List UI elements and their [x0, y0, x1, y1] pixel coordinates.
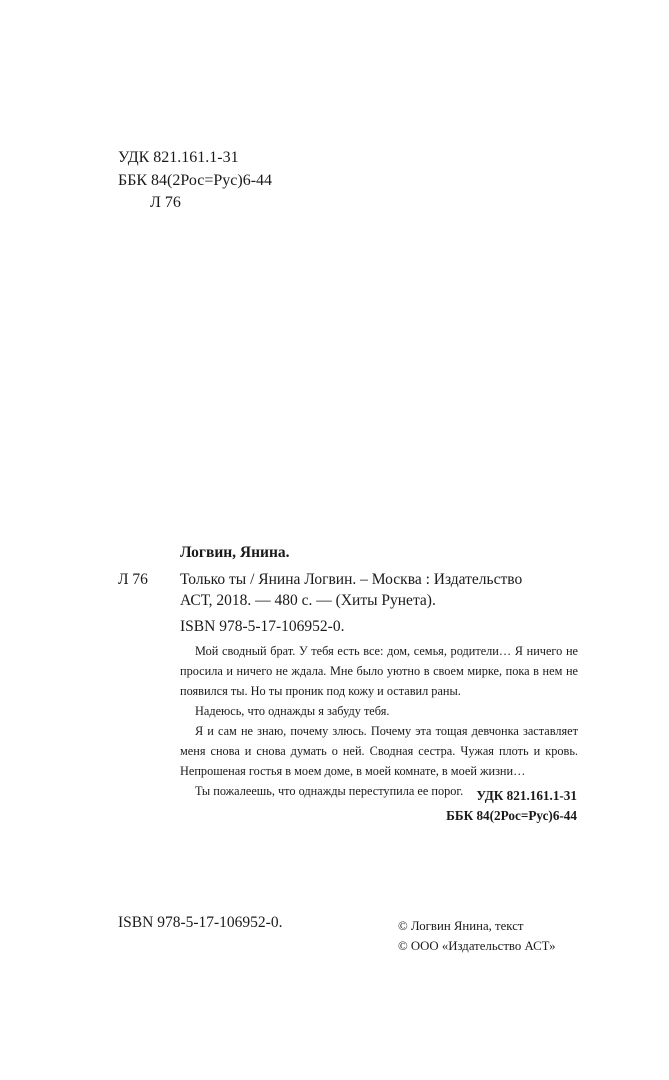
top-udk: УДК 821.161.1-31	[118, 149, 239, 166]
annotation-paragraph: Я и сам не знаю, почему злюсь. Почему эта тощая девчонка заставляет меня снова и снова думать о ней. Сводная сестра. Чужая плоть и кровь. Непрошеная гостья в моем доме, в моей комнате, в моей жизни…	[180, 724, 578, 778]
card-description-line-2: АСТ, 2018. — 480 с. — (Хиты Рунета).	[180, 592, 436, 609]
card-udk: УДК 821.161.1-31	[476, 788, 577, 803]
card-bbk: ББК 84(2Рос=Рус)6-44	[446, 808, 577, 823]
copyright-publisher: © ООО «Издательство АСТ»	[398, 939, 556, 953]
copyright-author: © Логвин Янина, текст	[398, 919, 524, 933]
card-description-line-1: Только ты / Янина Логвин. – Москва : Издательство	[180, 571, 523, 588]
annotation-paragraph: Мой сводный брат. У тебя есть все: дом, семья, родители… Я ничего не просила и ничего не ждала. Мне было уютно в своем мирке, пока в нем не появился ты. Но ты проник под кожу и оставил раны.	[180, 644, 578, 698]
card-author: Логвин, Янина.	[180, 544, 290, 561]
annotation-paragraph: Ты пожалеешь, что однажды переступила ее порог.	[195, 784, 464, 798]
card-author-code: Л 76	[118, 571, 148, 588]
card-isbn: ISBN 978-5-17-106952-0.	[180, 618, 345, 635]
top-author-code: Л 76	[150, 194, 181, 211]
bottom-isbn: ISBN 978-5-17-106952-0.	[118, 914, 283, 931]
card-annotation	[180, 641, 578, 801]
top-bbk: ББК 84(2Рос=Рус)6-44	[118, 172, 273, 189]
annotation-paragraph: Надеюсь, что однажды я забуду тебя.	[195, 704, 390, 718]
